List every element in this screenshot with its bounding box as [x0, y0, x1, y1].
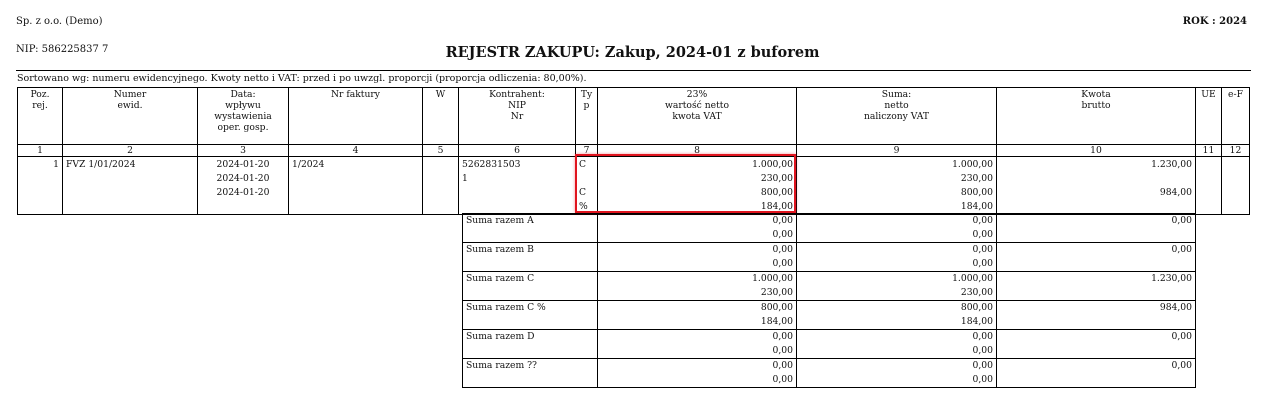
totals-vat23: 0,00 0,00 — [598, 359, 797, 388]
cell-dates: 2024-01-20 2024-01-20 2024-01-20 — [198, 157, 289, 215]
col-number: 2 — [63, 145, 198, 157]
totals-row — [463, 243, 1196, 272]
totals-vat23: 1.000,00 230,00 — [598, 272, 797, 301]
cell-type: C C % — [576, 157, 598, 215]
col-header-brutto: Kwota brutto — [997, 88, 1196, 145]
cell-contractor: 5262831503 1 — [459, 157, 576, 215]
col-header-ewid: Numer ewid. — [63, 88, 198, 145]
totals-suma: 0,00 0,00 — [797, 214, 997, 243]
col-number: 9 — [797, 145, 997, 157]
col-number: 4 — [289, 145, 423, 157]
col-header-poz: Poz. rej. — [18, 88, 63, 145]
col-number: 12 — [1222, 145, 1250, 157]
totals-suma: 0,00 0,00 — [797, 243, 997, 272]
col-header-data: Data: wpływu wystawienia oper. gosp. — [198, 88, 289, 145]
selection-highlight — [575, 154, 796, 213]
header-row — [18, 88, 1250, 145]
cell-vat23: 1.000,00 230,00 800,00 184,00 — [598, 157, 797, 215]
cell-poz: 1 — [18, 157, 63, 215]
totals-row — [463, 359, 1196, 388]
title-divider — [16, 70, 1251, 71]
totals-row — [463, 301, 1196, 330]
totals-label: Suma razem D — [463, 330, 598, 359]
col-header-suma: Suma: netto naliczony VAT — [797, 88, 997, 145]
totals-brutto: 0,00 — [997, 214, 1196, 243]
col-header-faktura: Nr faktury — [289, 88, 423, 145]
col-number: 5 — [423, 145, 459, 157]
col-number: 11 — [1196, 145, 1222, 157]
totals-brutto: 0,00 — [997, 359, 1196, 388]
totals-suma: 0,00 0,00 — [797, 330, 997, 359]
totals-brutto: 1.230,00 — [997, 272, 1196, 301]
col-header-kontrahent: Kontrahent: NIP Nr — [459, 88, 576, 145]
cell-invoice: 1/2024 — [289, 157, 423, 215]
totals-vat23: 800,00 184,00 — [598, 301, 797, 330]
sort-note: Sortowano wg: numeru ewidencyjnego. Kwoty netto i VAT: przed i po uwzgl. proporcji (proporcja odliczenia: 80,00%). — [17, 73, 587, 84]
col-number: 1 — [18, 145, 63, 157]
cell-suma: 1.000,00 230,00 800,00 184,00 — [797, 157, 997, 215]
col-number: 6 — [459, 145, 576, 157]
totals-brutto: 984,00 — [997, 301, 1196, 330]
col-number: 3 — [198, 145, 289, 157]
totals-label: Suma razem A — [463, 214, 598, 243]
cell-brutto: 1.230,00 984,00 — [997, 157, 1196, 215]
cell-ef — [1222, 157, 1250, 215]
totals-label: Suma razem C % — [463, 301, 598, 330]
totals-suma: 1.000,00 230,00 — [797, 272, 997, 301]
totals-body — [463, 214, 1196, 388]
report-title: REJESTR ZAKUPU: Zakup, 2024-01 z buforem — [445, 44, 820, 61]
cell-ue — [1196, 157, 1222, 215]
col-header-ef: e-F — [1222, 88, 1250, 145]
totals-brutto: 0,00 — [997, 243, 1196, 272]
totals-label: Suma razem ?? — [463, 359, 598, 388]
cell-ewid: FVZ 1/01/2024 — [63, 157, 198, 215]
cell-w — [423, 157, 459, 215]
totals-row — [463, 214, 1196, 243]
totals-suma: 800,00 184,00 — [797, 301, 997, 330]
totals-vat23: 0,00 0,00 — [598, 214, 797, 243]
totals-label: Suma razem B — [463, 243, 598, 272]
col-number: 8 — [598, 145, 797, 157]
col-header-typ: Ty p — [576, 88, 598, 145]
company-name: Sp. z o.o. (Demo) — [16, 16, 103, 27]
totals-suma: 0,00 0,00 — [797, 359, 997, 388]
totals-vat23: 0,00 0,00 — [598, 330, 797, 359]
col-number: 10 — [997, 145, 1196, 157]
col-header-ue: UE — [1196, 88, 1222, 145]
company-nip: NIP: 586225837 7 — [16, 44, 109, 55]
col-header-23: 23% wartość netto kwota VAT — [598, 88, 797, 145]
col-header-w: W — [423, 88, 459, 145]
totals-vat23: 0,00 0,00 — [598, 243, 797, 272]
col-number: 7 — [576, 145, 598, 157]
totals-row — [463, 272, 1196, 301]
totals-table — [462, 213, 1196, 388]
totals-row — [463, 330, 1196, 359]
totals-brutto: 0,00 — [997, 330, 1196, 359]
totals-label: Suma razem C — [463, 272, 598, 301]
report-year: ROK : 2024 — [1182, 16, 1247, 27]
